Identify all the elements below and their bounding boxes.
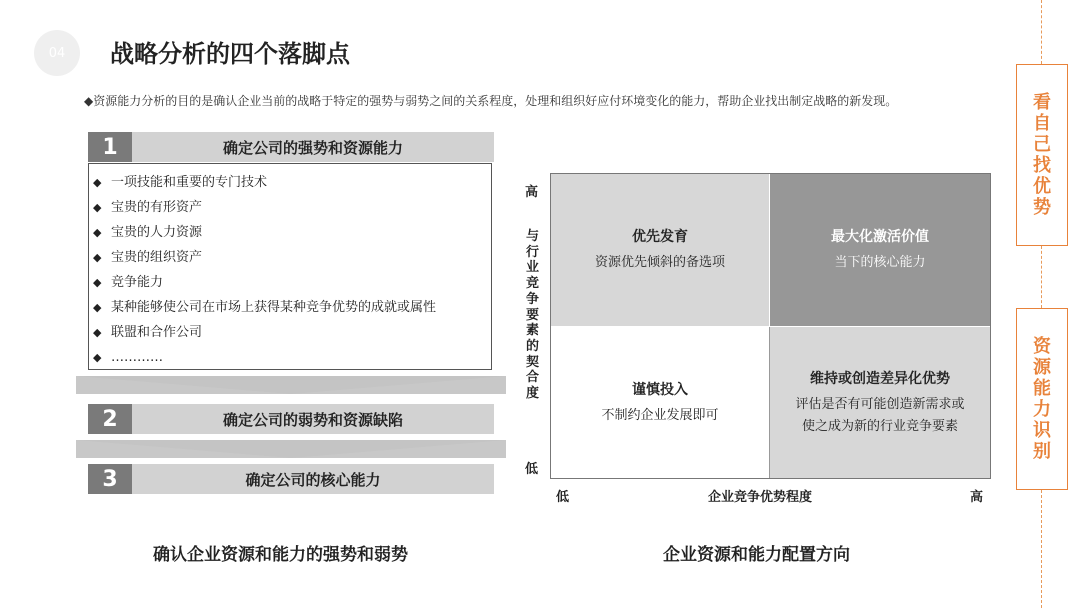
section-1-number: 1 bbox=[88, 132, 132, 162]
bullet-icon: ◆ bbox=[93, 176, 102, 189]
bullet-icon: ◆ bbox=[93, 301, 102, 314]
side-tag-resource-ability bbox=[1016, 308, 1068, 490]
list-item-text: 宝贵的有形资产 bbox=[111, 200, 203, 215]
tag-char: 别 bbox=[1033, 441, 1051, 462]
y-axis-title: 与行业竞争要素的契合度 bbox=[526, 229, 540, 402]
bullet-icon: ◆ bbox=[93, 351, 102, 364]
x-axis-title: 企业竞争优势程度 bbox=[708, 490, 813, 505]
tag-char: 找 bbox=[1033, 155, 1051, 176]
y-axis-high-label: 高 bbox=[525, 185, 539, 200]
quadrant-desc: 当下的核心能力 bbox=[834, 255, 926, 270]
side-divider-bottom bbox=[1041, 490, 1042, 608]
side-divider-mid bbox=[1041, 246, 1042, 308]
capability-matrix bbox=[550, 173, 991, 479]
left-caption: 确认企业资源和能力的强势和弱势 bbox=[153, 545, 408, 565]
list-item bbox=[93, 245, 491, 270]
right-caption: 企业资源和能力配置方向 bbox=[663, 545, 850, 565]
quadrant-desc: 不制约企业发展即可 bbox=[601, 407, 719, 423]
tag-char: 识 bbox=[1033, 420, 1051, 441]
side-divider-top bbox=[1041, 0, 1042, 64]
bullet-icon: ◆ bbox=[93, 251, 102, 264]
list-item-text: 竞争能力 bbox=[111, 275, 164, 290]
page-title: 战略分析的四个落脚点 bbox=[110, 40, 350, 68]
x-axis-low-label: 低 bbox=[556, 490, 570, 505]
list-item-text: 联盟和合作公司 bbox=[111, 325, 203, 340]
list-item bbox=[93, 320, 491, 345]
y-axis-low-label: 低 bbox=[525, 462, 539, 477]
quadrant-desc: 使之成为新的行业竞争要素 bbox=[801, 418, 958, 434]
section-1-label: 确定公司的强势和资源能力 bbox=[222, 138, 403, 157]
bullet-icon: ◆ bbox=[93, 326, 102, 339]
tag-char: 看 bbox=[1033, 92, 1051, 113]
tag-char: 源 bbox=[1033, 357, 1051, 378]
list-item bbox=[93, 170, 491, 195]
quadrant-desc: 评估是否有可能创造新需求或 bbox=[795, 396, 965, 412]
bullet-icon: ◆ bbox=[93, 226, 102, 239]
intro-text: ◆资源能力分析的目的是确认企业当前的战略于特定的强势与弱势之间的关系程度，处理和组织好应付环境变化的能力，帮助企业找出制定战略的新发现。 bbox=[84, 94, 898, 108]
list-item-text: 某种能够使公司在市场上获得某种竞争优势的成就或属性 bbox=[111, 300, 437, 315]
side-tag-look-strengths bbox=[1016, 64, 1068, 246]
bullet-icon: ◆ bbox=[93, 276, 102, 289]
quadrant-title: 最大化激活价值 bbox=[831, 229, 929, 245]
list-item-text: 宝贵的人力资源 bbox=[111, 225, 203, 240]
list-item-text: 宝贵的组织资产 bbox=[111, 250, 203, 265]
bullet-icon: ◆ bbox=[93, 201, 102, 214]
tag-char: 势 bbox=[1033, 197, 1051, 218]
list-item bbox=[93, 220, 491, 245]
section-1-header bbox=[88, 132, 494, 162]
section-3-number: 3 bbox=[88, 464, 132, 494]
tag-char: 能 bbox=[1033, 378, 1051, 399]
page-number-badge: 04 bbox=[34, 30, 80, 76]
chevron-divider-icon bbox=[76, 440, 506, 458]
list-item-text: ………… bbox=[111, 350, 163, 365]
quadrant-title: 维持或创造差异化优势 bbox=[810, 370, 950, 387]
quadrant-title: 优先发育 bbox=[632, 229, 688, 245]
tag-char: 资 bbox=[1033, 336, 1051, 357]
quadrant-top-right bbox=[770, 174, 990, 327]
tag-char: 力 bbox=[1033, 399, 1051, 420]
list-item-text: 一项技能和重要的专门技术 bbox=[111, 175, 268, 190]
quadrant-bottom-right bbox=[770, 327, 990, 478]
chevron-divider-icon bbox=[76, 376, 506, 394]
section-3-label: 确定公司的核心能力 bbox=[245, 470, 381, 489]
tag-char: 己 bbox=[1033, 134, 1051, 155]
quadrant-top-left bbox=[551, 174, 770, 327]
section-3-header bbox=[88, 464, 494, 494]
x-axis-high-label: 高 bbox=[970, 490, 984, 505]
quadrant-desc: 资源优先倾斜的备选项 bbox=[594, 255, 725, 270]
list-item bbox=[93, 270, 491, 295]
tag-char: 自 bbox=[1033, 113, 1051, 134]
section-2-number: 2 bbox=[88, 404, 132, 434]
list-item bbox=[93, 345, 491, 370]
list-item bbox=[93, 295, 491, 320]
quadrant-title: 谨慎投入 bbox=[632, 381, 688, 398]
tag-char: 优 bbox=[1033, 176, 1051, 197]
strengths-list bbox=[88, 163, 492, 370]
quadrant-bottom-left bbox=[551, 327, 770, 478]
section-2-header bbox=[88, 404, 494, 434]
section-2-label: 确定公司的弱势和资源缺陷 bbox=[222, 410, 403, 429]
list-item bbox=[93, 195, 491, 220]
